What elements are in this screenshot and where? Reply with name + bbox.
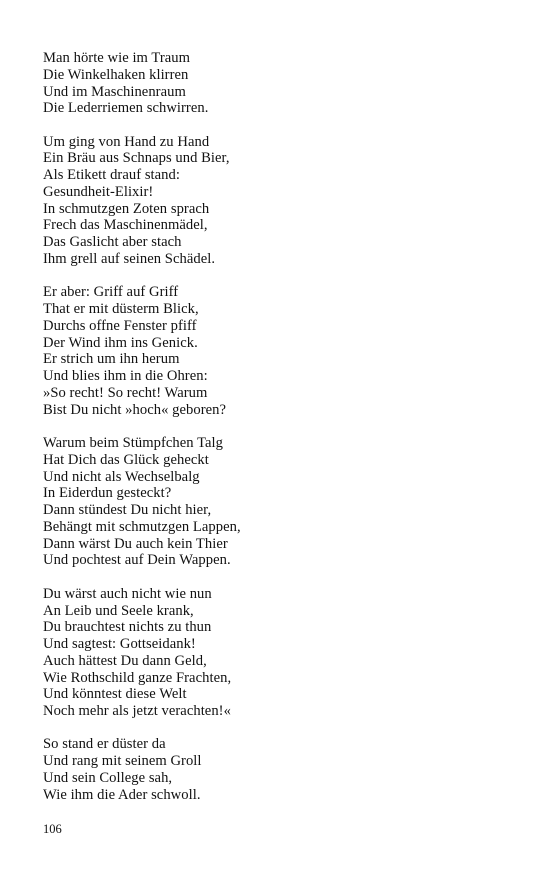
verse-line: Du wärst auch nicht wie nun [43,585,212,602]
poem-body [43,50,513,820]
verse-line: Und rang mit seinem Groll [43,753,202,770]
stanza-5 [43,586,513,720]
verse-line: Durchs offne Fenster pfiff [43,317,197,334]
verse-line: Um ging von Hand zu Hand [43,133,210,150]
verse-line: Wie Rothschild ganze Frachten, [43,669,232,686]
verse-line: Die Winkelhaken klirren [43,66,189,83]
verse-line: In schmutzgen Zoten sprach [43,200,210,217]
stanza-1 [43,50,513,117]
verse-line: Er strich um ihn herum [43,351,180,368]
verse-line: Als Etikett drauf stand: [43,167,180,184]
verse-line: Und blies ihm in die Ohren: [43,368,208,385]
stanza-3 [43,284,513,418]
verse-line: Behängt mit schmutzgen Lappen, [43,518,241,535]
verse-line: Und könntest diese Welt [43,686,187,703]
verse-line: That er mit düsterm Blick, [43,301,199,318]
verse-line: Und im Maschinenraum [43,83,186,100]
verse-line: Ihm grell auf seinen Schädel. [43,250,216,267]
verse-line: Noch mehr als jetzt verachten!« [43,703,231,719]
verse-line: Das Gaslicht aber stach [43,234,182,251]
page-number: 106 [43,822,62,836]
verse-line: Hat Dich das Glück geheckt [43,451,209,468]
verse-line: Und pochtest auf Dein Wappen. [43,552,231,569]
verse-line: Er aber: Griff auf Griff [43,284,179,301]
verse-line: »So recht! So recht! Warum [43,384,208,401]
verse-line: Die Lederriemen schwirren. [43,100,209,117]
verse-line: Warum beim Stümpfchen Talg [43,435,224,452]
verse-line: Gesundheit-Elixir! [43,183,154,200]
stanza-4 [43,435,513,569]
verse-line: Auch hättest Du dann Geld, [43,652,207,669]
verse-line: Du brauchtest nichts zu thun [43,619,212,636]
verse-line: Frech das Maschinenmädel, [43,217,208,234]
verse-line: So stand er düster da [43,736,166,753]
stanza-6 [43,736,513,803]
stanza-2 [43,134,513,268]
verse-line: Dann stündest Du nicht hier, [43,502,212,519]
verse-line: Dann wärst Du auch kein Thier [43,535,228,552]
verse-line: Ein Bräu aus Schnaps und Bier, [43,150,230,167]
verse-line: Man hörte wie im Traum [43,50,191,66]
verse-line: Wie ihm die Ader schwoll. [43,786,201,803]
verse-line: Bist Du nicht »hoch« geboren? [43,401,227,418]
verse-line: An Leib und Seele krank, [43,602,194,619]
verse-line: Und sein College sah, [43,769,173,786]
verse-line: In Eiderdun gesteckt? [43,485,172,502]
verse-line: Und nicht als Wechselbalg [43,468,200,485]
verse-line: Der Wind ihm ins Genick. [43,334,198,351]
verse-line: Und sagtest: Gottseidank! [43,636,196,652]
